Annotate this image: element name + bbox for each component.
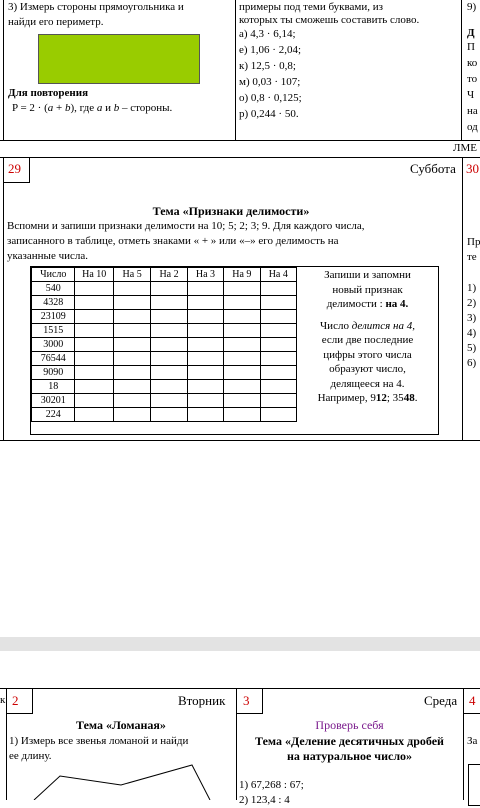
day-number-box-bottom: [3, 182, 29, 183]
number-cell: 9090: [32, 366, 75, 380]
header-cell: На 2: [151, 268, 187, 282]
card29-bottom-border: [0, 440, 480, 441]
example-a: а) 4,3 · 6,14;: [239, 28, 296, 40]
table-row: [32, 408, 297, 422]
number-cell: 23109: [32, 310, 75, 324]
top-col2-line2: которых ты сможешь составить слово.: [239, 14, 420, 26]
task-line-3: указанные числа.: [7, 250, 89, 262]
example-r: р) 0,244 · 50.: [239, 108, 299, 120]
top-col3-bit: на: [467, 105, 478, 117]
answer-cell[interactable]: [113, 324, 150, 338]
right-bit: 1): [467, 282, 477, 294]
answer-cell[interactable]: [75, 310, 113, 324]
answer-cell[interactable]: [224, 324, 260, 338]
example-k: к) 12,5 · 0,8;: [239, 60, 296, 72]
answer-cell[interactable]: [187, 338, 223, 352]
card29-top-border: [0, 157, 480, 158]
table-row: [32, 352, 297, 366]
answer-cell[interactable]: [113, 380, 150, 394]
answer-cell[interactable]: [75, 296, 113, 310]
day2-task-line-1: 1) Измерь все звенья ломаной и найди: [9, 735, 189, 747]
answer-cell[interactable]: [260, 296, 296, 310]
header-cell: На 5: [113, 268, 150, 282]
table-row: [32, 394, 297, 408]
header-cell: На 4: [260, 268, 296, 282]
note-line: образуют число,: [329, 363, 406, 375]
top-col3-bit: од: [467, 121, 478, 133]
note-line: новый признак: [332, 283, 403, 296]
answer-cell[interactable]: [224, 366, 260, 380]
top-col2-line1: примеры под теми буквами, из: [239, 1, 383, 13]
day3-item-1: 1) 67,268 : 67;: [239, 779, 304, 791]
answer-cell[interactable]: [260, 394, 296, 408]
polyline-drawing: [20, 760, 220, 800]
card29-left-border: [3, 157, 4, 441]
answer-cell[interactable]: [75, 352, 113, 366]
day2-number: 2: [12, 693, 19, 708]
answer-cell[interactable]: [224, 282, 260, 296]
answer-cell[interactable]: [224, 352, 260, 366]
month-strip: ЛМЕ: [453, 142, 477, 154]
answer-cell[interactable]: [224, 380, 260, 394]
task-line-2: записанного в таблице, отметь знаками « + » или «–» его делимость на: [7, 235, 339, 247]
answer-cell[interactable]: [75, 408, 113, 422]
top-mid-border: [235, 0, 236, 140]
table-header-row: [32, 268, 297, 282]
number-cell: 76544: [32, 352, 75, 366]
right-bit: те: [467, 251, 477, 263]
left-stub: к: [0, 694, 6, 706]
answer-cell[interactable]: [151, 394, 187, 408]
day3-check-label: Проверь себя: [315, 718, 384, 732]
answer-cell[interactable]: [260, 338, 296, 352]
answer-cell[interactable]: [187, 310, 223, 324]
table-row: [32, 338, 297, 352]
answer-cell[interactable]: [151, 282, 187, 296]
day3-topic-line-2: на натуральное число»: [286, 749, 413, 763]
table-row: [32, 324, 297, 338]
answer-cell[interactable]: [113, 408, 150, 422]
example-e: е) 1,06 · 2,04;: [239, 44, 302, 56]
table-row: [32, 380, 297, 394]
day4-box-bottom: [463, 713, 480, 714]
top-col3-bit: Д: [467, 27, 475, 39]
day3-box-bottom: [236, 713, 262, 714]
answer-cell[interactable]: [187, 324, 223, 338]
header-cell: На 9: [224, 268, 260, 282]
top-col1-line2: найди его периметр.: [8, 16, 104, 28]
answer-cell[interactable]: [75, 380, 113, 394]
table-row: [32, 366, 297, 380]
table-row: [32, 296, 297, 310]
note-line: делимости : на 4.: [326, 298, 409, 310]
day2-name: Вторник: [178, 693, 226, 708]
answer-cell[interactable]: [113, 282, 150, 296]
topic-title: Тема «Признаки делимости»: [152, 204, 310, 218]
answer-cell[interactable]: [224, 296, 260, 310]
note-line: делящееся на 4.: [330, 377, 405, 390]
day2-box-bottom: [6, 713, 32, 714]
right-bit: 2): [467, 297, 477, 309]
answer-cell[interactable]: [113, 352, 150, 366]
number-cell: 3000: [32, 338, 75, 352]
table-row: [32, 282, 297, 296]
day2-task-line-2: ее длину.: [9, 750, 52, 762]
answer-cell[interactable]: [187, 296, 223, 310]
answer-cell[interactable]: [224, 394, 260, 408]
answer-cell[interactable]: [151, 338, 187, 352]
answer-cell[interactable]: [187, 394, 223, 408]
next-day-number: 30: [466, 161, 479, 176]
day4-number: 4: [469, 693, 476, 708]
repeat-title: Для повторения: [8, 87, 89, 99]
top-col3-bit: 9): [467, 1, 477, 13]
bottom-top-border: [0, 688, 480, 689]
day3-number: 3: [243, 693, 250, 708]
note-line: если две последние: [321, 334, 414, 346]
day3-box-right: [262, 688, 263, 714]
answer-cell[interactable]: [113, 394, 150, 408]
number-cell: 540: [32, 282, 75, 296]
day2-box-right: [32, 688, 33, 714]
answer-cell[interactable]: [113, 310, 150, 324]
top-col1-line1: 3) Измерь стороны прямоугольника и: [8, 1, 184, 13]
answer-cell[interactable]: [151, 408, 187, 422]
day2-topic: Тема «Ломаная»: [76, 718, 166, 732]
answer-cell[interactable]: [151, 380, 187, 394]
divisibility-table: [31, 267, 297, 422]
note-line: Число делится на 4,: [320, 319, 415, 332]
day4-text: За: [467, 735, 478, 747]
number-cell: 224: [32, 408, 75, 422]
answer-cell[interactable]: [187, 352, 223, 366]
example-o: о) 0,8 · 0,125;: [239, 92, 302, 104]
answer-cell[interactable]: [187, 380, 223, 394]
answer-cell[interactable]: [187, 282, 223, 296]
answer-cell[interactable]: [260, 324, 296, 338]
answer-cell[interactable]: [75, 394, 113, 408]
day-name: Суббота: [410, 161, 456, 176]
answer-cell[interactable]: [260, 352, 296, 366]
green-rectangle: [38, 34, 200, 84]
answer-cell[interactable]: [260, 380, 296, 394]
table-row: [32, 310, 297, 324]
day3-item-2: 2) 123,4 : 4: [239, 794, 290, 806]
right-bit: 3): [467, 312, 477, 324]
note-line: Например, 912; 3548.: [317, 392, 418, 404]
top-col3-bit: ко: [467, 57, 478, 69]
answer-cell[interactable]: [224, 408, 260, 422]
answer-cell[interactable]: [151, 366, 187, 380]
answer-cell[interactable]: [260, 366, 296, 380]
answer-cell[interactable]: [224, 338, 260, 352]
day-number: 29: [8, 161, 21, 176]
answer-cell[interactable]: [113, 296, 150, 310]
answer-cell[interactable]: [151, 296, 187, 310]
bottom-left-border: [6, 688, 7, 800]
number-cell: 18: [32, 380, 75, 394]
header-cell: На 3: [187, 268, 223, 282]
answer-cell[interactable]: [75, 324, 113, 338]
header-cell: На 10: [75, 268, 113, 282]
answer-cell[interactable]: [151, 352, 187, 366]
top-col3-bit: то: [467, 73, 478, 85]
answer-cell[interactable]: [260, 310, 296, 324]
top-right-border: [461, 0, 462, 140]
answer-cell[interactable]: [260, 282, 296, 296]
divisibility-rule-note: [300, 268, 435, 406]
example-m: м) 0,03 · 107;: [239, 76, 301, 88]
number-cell: 1515: [32, 324, 75, 338]
answer-cell[interactable]: [187, 408, 223, 422]
note-line: цифры этого числа: [323, 348, 412, 361]
right-bit: 4): [467, 327, 477, 339]
bottom-right-border: [463, 688, 464, 800]
day3-topic-line-1: Тема «Деление десятичных дробей: [255, 734, 444, 748]
card29-right-border: [462, 157, 463, 441]
right-bit: 6): [467, 357, 477, 369]
answer-cell[interactable]: [187, 366, 223, 380]
answer-cell[interactable]: [75, 366, 113, 380]
answer-cell[interactable]: [151, 324, 187, 338]
day3-name: Среда: [424, 693, 458, 708]
task-line-1: Вспомни и запиши признаки делимости на 10; 5; 2; 3; 9. Для каждого числа,: [7, 220, 365, 232]
day-number-box-right: [29, 157, 30, 183]
top-col3-bit: П: [467, 41, 475, 53]
header-cell: Число: [32, 268, 75, 282]
answer-cell[interactable]: [224, 310, 260, 324]
answer-cell[interactable]: [151, 310, 187, 324]
page-separator: [0, 637, 480, 651]
right-bit: Пр: [467, 236, 480, 248]
top-left-border: [3, 0, 4, 140]
right-bit: 5): [467, 342, 477, 354]
number-cell: 30201: [32, 394, 75, 408]
answer-cell[interactable]: [75, 282, 113, 296]
answer-cell[interactable]: [113, 338, 150, 352]
top-col3-bit: Ч: [467, 89, 475, 101]
note-line: Запиши и запомни: [324, 269, 411, 281]
answer-cell[interactable]: [75, 338, 113, 352]
answer-cell[interactable]: [113, 366, 150, 380]
answer-cell[interactable]: [260, 408, 296, 422]
top-bottom-border: [0, 140, 480, 141]
repeat-formula: P = 2 · (a + b), где a и b – стороны.: [12, 102, 173, 114]
number-cell: 4328: [32, 296, 75, 310]
